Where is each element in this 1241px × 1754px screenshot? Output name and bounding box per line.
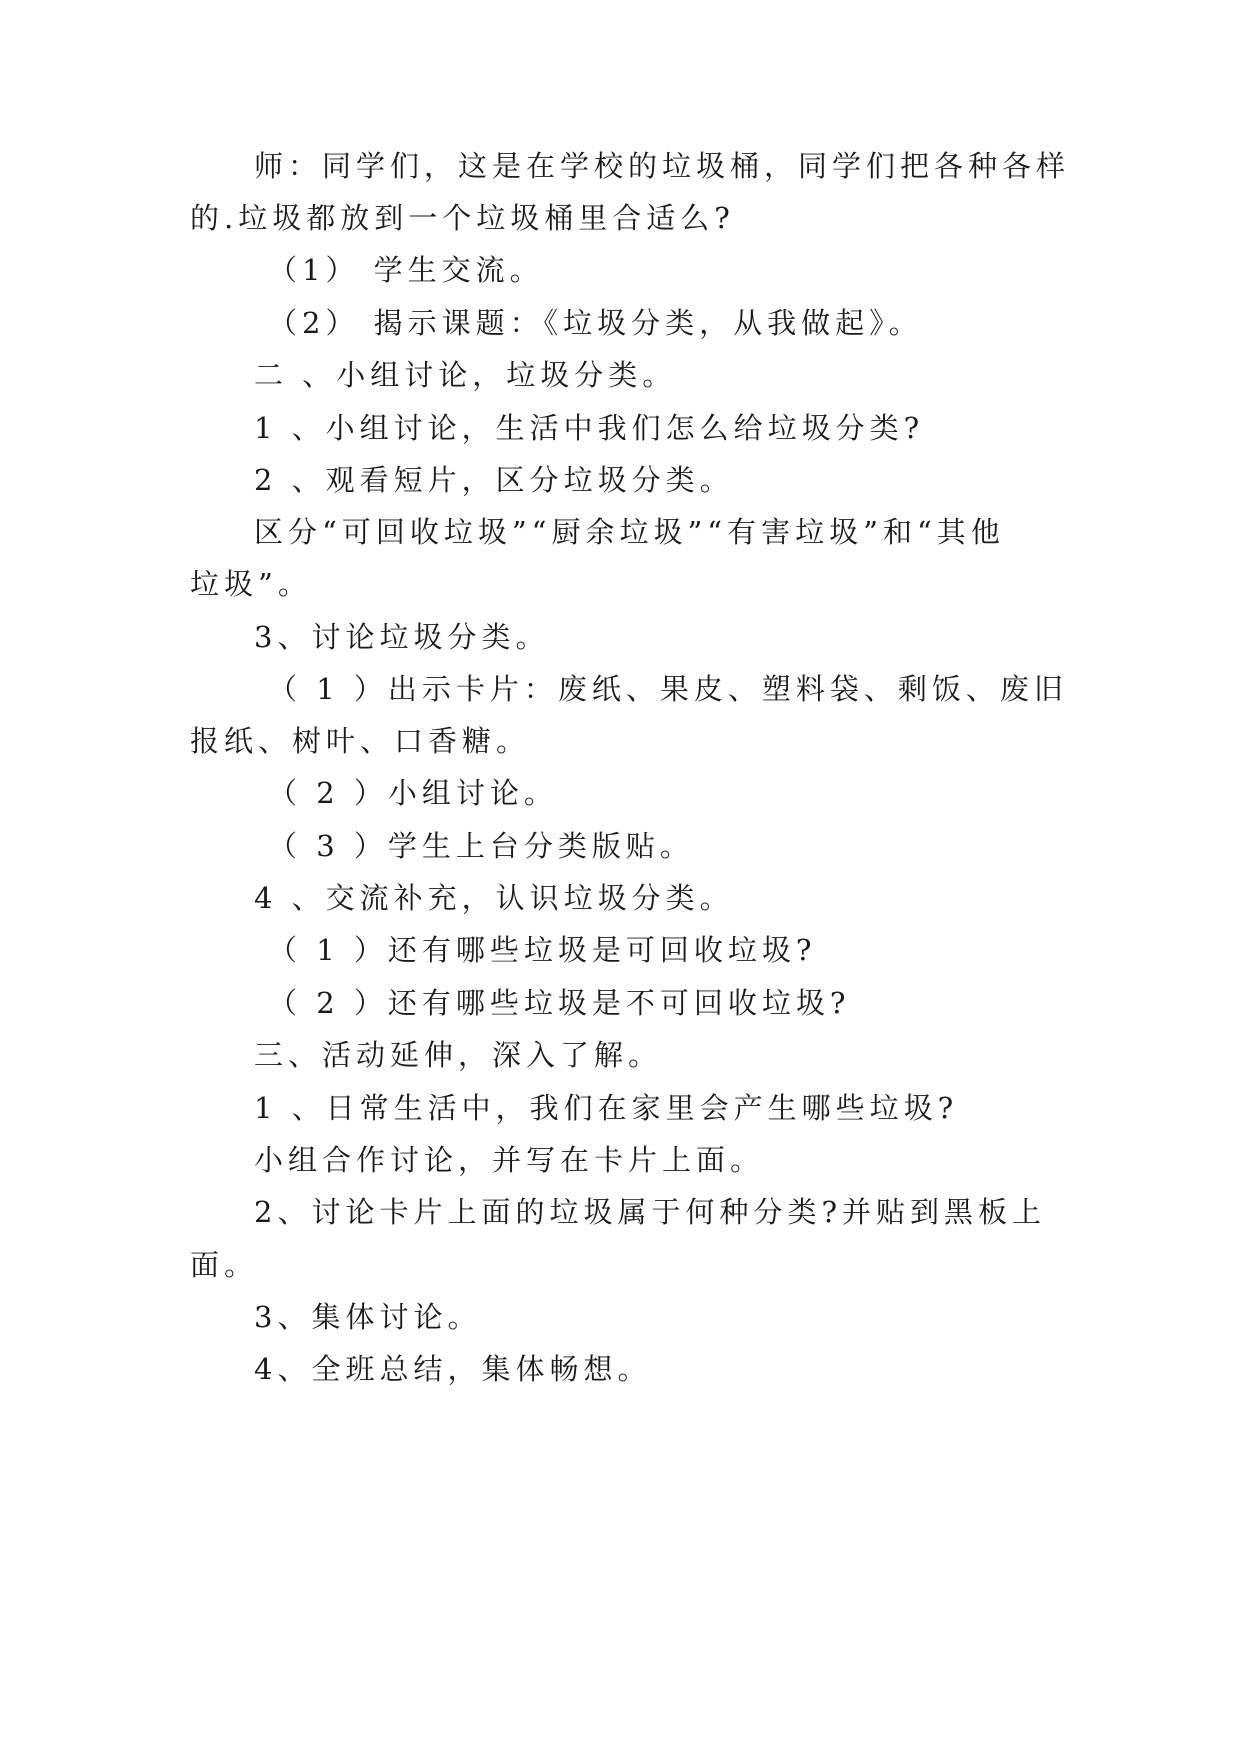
paragraph-line: 垃圾”。: [190, 567, 312, 601]
paragraph-line: 3、讨论垃圾分类。: [254, 620, 550, 654]
paragraph-line: （ 2 ）小组讨论。: [268, 776, 558, 810]
paragraph-line: 2、讨论卡片上面的垃圾属于何种分类?并贴到黑板上: [254, 1195, 1046, 1229]
paragraph-line: 1 、日常生活中，我们在家里会产生哪些垃圾?: [254, 1091, 959, 1125]
paragraph-line: （1） 学生交流。: [268, 253, 544, 287]
paragraph-line: 师：同学们，这是在学校的垃圾桶，同学们把各种各样: [254, 149, 1071, 183]
paragraph-line: （2） 揭示课题：《垃圾分类，从我做起》。: [268, 306, 923, 340]
paragraph-line: 4 、交流补充，认识垃圾分类。: [254, 881, 734, 915]
paragraph-line: 报纸、树叶、口香糖。: [190, 724, 531, 758]
paragraph-line: （ 1 ）还有哪些垃圾是可回收垃圾?: [268, 933, 817, 967]
section-heading: 三、活动延伸，深入了解。: [254, 1038, 663, 1072]
paragraph-line: 2 、观看短片，区分垃圾分类。: [254, 463, 734, 497]
paragraph-line: 面。: [190, 1248, 259, 1282]
paragraph-line: 1 、小组讨论，生活中我们怎么给垃圾分类?: [254, 411, 925, 445]
paragraph-line: 3、集体讨论。: [254, 1300, 482, 1334]
paragraph-line: 区分“可回收垃圾”“厨余垃圾”“有害垃圾”和“其他: [254, 515, 1005, 549]
paragraph-line: 4、全班总结，集体畅想。: [254, 1352, 652, 1386]
paragraph-line: （ 3 ）学生上台分类版贴。: [268, 829, 694, 863]
paragraph-line: 的.垃圾都放到一个垃圾桶里合适么?: [190, 201, 735, 235]
paragraph-line: （ 1 ）出示卡片：废纸、果皮、塑料袋、剩饭、废旧: [268, 672, 1068, 706]
section-heading: 二 、小组讨论，垃圾分类。: [254, 358, 677, 392]
paragraph-line: 小组合作讨论，并写在卡片上面。: [254, 1143, 765, 1177]
paragraph-line: （ 2 ）还有哪些垃圾是不可回收垃圾?: [268, 986, 851, 1020]
